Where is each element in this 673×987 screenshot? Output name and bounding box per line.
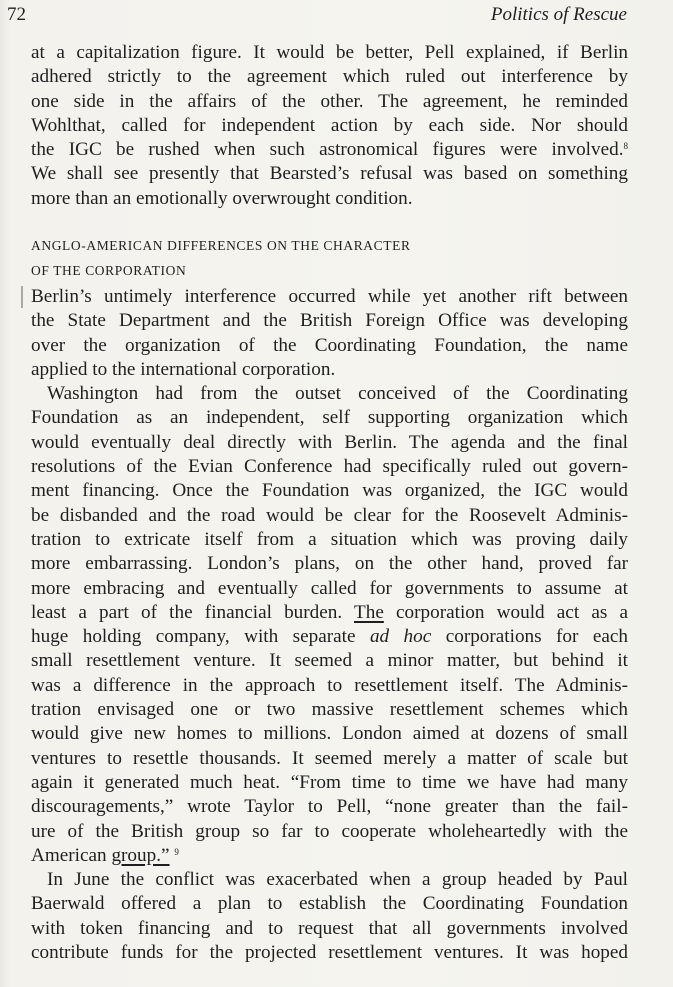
- page-number: 72: [7, 4, 26, 25]
- text-line-content: huge holding company, with separate: [31, 626, 356, 648]
- text-line: [31, 625, 628, 649]
- text-line-content: the IGC be rushed when such astronomical figures were involved.: [31, 139, 624, 161]
- text-line: contribute funds for the projected resettlement ventures. It was hoped: [31, 942, 628, 964]
- text-line: would give new homes to millions. London aimed at dozens of small: [31, 723, 628, 745]
- text-line: the State Department and the British Foreign Office was developing: [31, 310, 628, 332]
- text-line-content: corporations for each: [445, 626, 628, 648]
- text-line: be disbanded and the road would be clear for the Roosevelt Adminis-: [31, 504, 628, 526]
- text-line-content: least a part of the financial burden.: [31, 601, 343, 623]
- text-line: tration envisaged one or two massive resettlement schemes which: [31, 699, 628, 721]
- margin-pen-mark: [21, 286, 23, 308]
- text-line: Foundation as an independent, self supporting organization which: [31, 407, 628, 429]
- text-line: ment financing. Once the Foundation was organized, the IGC would: [31, 480, 628, 502]
- text-line: Wohlthat, called for independent action by each side. Nor should: [31, 114, 628, 136]
- text-line: We shall see presently that Bearsted’s refusal was based on something: [31, 163, 628, 185]
- text-line-content: American: [31, 844, 107, 866]
- text-line: Washington had from the outset conceived of the Coordinating: [47, 383, 628, 405]
- text-line: more embracing and eventually called for governments to assume at: [31, 577, 628, 599]
- text-line: ventures to resettle thousands. It seemed merely a matter of scale but: [31, 747, 628, 769]
- footnote-mark: 9: [174, 846, 179, 857]
- underlined-word: The: [354, 601, 384, 623]
- text-line: adhered strictly to the agreement which ruled out interference by: [31, 66, 628, 88]
- text-line: again it generated much heat. “From time to time we have had many: [31, 771, 628, 793]
- text-line: at a capitalization figure. It would be better, Pell explained, if Berlin: [31, 42, 628, 63]
- underlined-word: group.”: [111, 844, 170, 866]
- text-line: applied to the international corporation.: [31, 358, 336, 380]
- text-line: more than an emotionally overwrought condition.: [31, 187, 413, 209]
- text-line: resolutions of the Evian Conference had specifically ruled out govern-: [31, 456, 628, 478]
- text-line: Baerwald offered a plan to establish the Coordinating Foundation: [31, 893, 628, 915]
- text-line: was a difference in the approach to resettlement itself. The Adminis-: [31, 674, 628, 696]
- text-line: [31, 844, 628, 868]
- section-heading: [31, 233, 411, 283]
- text-line: [31, 138, 628, 162]
- text-line: one side in the affairs of the other. The agreement, he reminded: [31, 90, 628, 112]
- text-line: more embarrassing. London’s plans, on the other hand, proved far: [31, 553, 628, 575]
- text-line-content: corporation would act as a: [396, 601, 628, 623]
- footnote-mark: 8: [623, 141, 628, 152]
- text-line: over the organization of the Coordinating Foundation, the name: [31, 334, 628, 356]
- page-header: [7, 3, 627, 27]
- text-line: In June the conflict was exacerbated when a group headed by Paul: [47, 869, 628, 891]
- italic-phrase: ad hoc: [369, 626, 432, 648]
- text-line: tration to extricate itself from a situation which was proving daily: [31, 528, 628, 550]
- text-line: with token financing and to request that all governments involved: [31, 917, 628, 939]
- heading-line: ANGLO-AMERICAN DIFFERENCES ON THE CHARACTER: [31, 238, 411, 253]
- running-head: Politics of Rescue: [490, 4, 627, 25]
- text-line: discouragements,” wrote Taylor to Pell, “none greater than the fail-: [31, 796, 628, 818]
- text-line: [31, 601, 628, 625]
- paragraph-1: [31, 41, 628, 211]
- heading-line: OF THE CORPORATION: [31, 263, 187, 278]
- text-line: Berlin’s untimely interference occurred while yet another rift between: [31, 286, 628, 307]
- text-line: would eventually deal directly with Berlin. The agenda and the final: [31, 431, 628, 453]
- text-line: small resettlement venture. It seemed a minor matter, but behind it: [31, 650, 628, 672]
- text-line: ure of the British group so far to cooperate wholeheartedly with the: [31, 820, 628, 842]
- body-text: [31, 285, 628, 965]
